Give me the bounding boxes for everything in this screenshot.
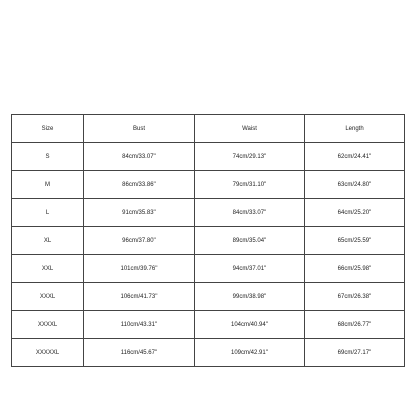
size-chart-header (12, 115, 405, 143)
table-row (12, 255, 405, 283)
bust-cell: 116cm/45.67'' (84, 339, 195, 367)
header-row (12, 115, 405, 143)
size-cell: XXXXL (12, 311, 84, 339)
waist-cell: 99cm/38.98'' (195, 283, 305, 311)
length-cell: 62cm/24.41'' (305, 143, 405, 171)
bust-cell: 101cm/39.76'' (84, 255, 195, 283)
size-cell: XXL (12, 255, 84, 283)
size-chart-table (11, 114, 405, 367)
size-cell: L (12, 199, 84, 227)
table-row (12, 227, 405, 255)
table-row (12, 143, 405, 171)
bust-cell: 91cm/35.83'' (84, 199, 195, 227)
bust-cell: 110cm/43.31'' (84, 311, 195, 339)
size-cell: XXXXXL (12, 339, 84, 367)
bust-cell: 96cm/37.80'' (84, 227, 195, 255)
waist-cell: 89cm/35.04'' (195, 227, 305, 255)
header-waist: Waist (195, 115, 305, 143)
table-row (12, 283, 405, 311)
size-cell: S (12, 143, 84, 171)
header-size: Size (12, 115, 84, 143)
waist-cell: 79cm/31.10'' (195, 171, 305, 199)
size-cell: M (12, 171, 84, 199)
size-chart-body (12, 143, 405, 367)
length-cell: 63cm/24.80'' (305, 171, 405, 199)
size-cell: XL (12, 227, 84, 255)
table-row (12, 311, 405, 339)
length-cell: 69cm/27.17'' (305, 339, 405, 367)
waist-cell: 74cm/29.13'' (195, 143, 305, 171)
bust-cell: 86cm/33.86'' (84, 171, 195, 199)
length-cell: 67cm/26.38'' (305, 283, 405, 311)
table-row (12, 339, 405, 367)
waist-cell: 94cm/37.01'' (195, 255, 305, 283)
header-length: Length (305, 115, 405, 143)
waist-cell: 109cm/42.91'' (195, 339, 305, 367)
length-cell: 68cm/26.77'' (305, 311, 405, 339)
table-row (12, 199, 405, 227)
waist-cell: 104cm/40.94'' (195, 311, 305, 339)
length-cell: 64cm/25.20'' (305, 199, 405, 227)
size-cell: XXXL (12, 283, 84, 311)
length-cell: 65cm/25.59'' (305, 227, 405, 255)
waist-cell: 84cm/33.07'' (195, 199, 305, 227)
table-row (12, 171, 405, 199)
header-bust: Bust (84, 115, 195, 143)
bust-cell: 84cm/33.07'' (84, 143, 195, 171)
bust-cell: 106cm/41.73'' (84, 283, 195, 311)
length-cell: 66cm/25.98'' (305, 255, 405, 283)
